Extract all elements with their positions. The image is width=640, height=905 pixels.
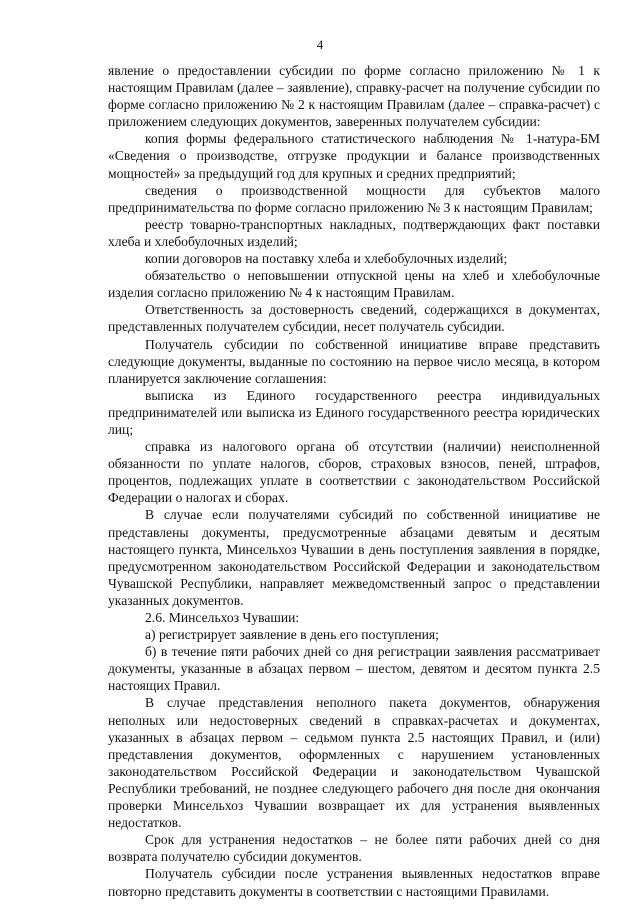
paragraph: Ответственность за достоверность сведений, содержащихся в документах, представленных получателем субсидии, несет получатель субсидии. <box>108 302 600 335</box>
paragraph-list-item: обязательство о неповышении отпускной цены на хлеб и хлебобулочные изделия согласно приложению № 4 к настоящим Правилам. <box>108 268 600 301</box>
paragraph: Срок для устранения недостатков – не более пяти рабочих дней со дня возврата получателю субсидии документов. <box>108 832 600 865</box>
paragraph: Получатель субсидии по собственной инициативе вправе представить следующие документы, выданные по состоянию на первое число месяца, в котором планируется заключение соглашения: <box>108 336 600 386</box>
paragraph-list-item: копии договоров на поставку хлеба и хлебобулочных изделий; <box>145 251 508 267</box>
paragraph-list-item: реестр товарно-транспортных накладных, подтверждающих факт поставки хлеба и хлебобулочных изделий; <box>108 216 600 249</box>
paragraph-list-item: справка из налогового органа об отсутствии (наличии) неисполненной обязанности по уплате налогов, сборов, страховых взносов, пеней, штрафов, процентов, подлежащих уплате в соответствии с законодательством Российской Федерации о налогах и сборах. <box>108 439 600 506</box>
paragraph: В случае если получателями субсидий по собственной инициативе не представлены документы, предусмотренные абзацами девятым и десятым настоящего пункта, Минсельхоз Чувашии в день поступления заявления в порядке, предусмотренном законодательством Российской Федерации и законодательством Чувашской Республики, направляет межведомственный запрос о представлении указанных документов. <box>108 507 600 608</box>
page-number: 4 <box>316 37 324 52</box>
paragraph: Получатель субсидии после устранения выявленных недостатков вправе повторно представить документы в соответствии с настоящими Правилами. <box>108 866 600 899</box>
paragraph-list-item: выписка из Единого государственного реестра индивидуальных предпринимателей или выписка из Единого государственного реестра юридических лиц; <box>108 387 600 437</box>
section-heading: 2.6. Минсельхоз Чувашии: <box>145 610 300 625</box>
paragraph-list-item: а) регистрирует заявление в день его поступления; <box>145 627 439 643</box>
paragraph-continuation: явление о предоставлении субсидии по форме согласно приложению № 1 к настоящим Правилам (далее – заявление), справку-расчет на получение субсидии по форме согласно приложению № 2 к настоящим Правилам (далее – справка-расчет) с приложением следующих документов, заверенных получателем субсидии: <box>108 63 600 130</box>
paragraph: В случае представления неполного пакета документов, обнаружения неполных или недостоверных сведений в справках-расчетах и документах, указанных в абзацах первом – седьмом пункта 2.5 настоящих Правил, и (или) представления документов, оформленных с нарушением установленных законодательством Российской Федерации и законодательством Чувашской Республики требований, не позднее следующего рабочего дня после дня окончания проверки Минсельхоз Чувашии возвращает их для устранения выявленных недостатков. <box>108 695 600 831</box>
body-text <box>108 62 600 900</box>
paragraph-list-item: сведения о производственной мощности для субъектов малого предпринимательства по форме согласно приложению № 3 к настоящим Правилам; <box>108 182 600 215</box>
paragraph-list-item: б) в течение пяти рабочих дней со дня регистрации заявления рассматривает документы, указанные в абзацах первом – шестом, девятом и десятом пункта 2.5 настоящих Правил. <box>108 644 600 694</box>
paragraph-list-item: копия формы федерального статистического наблюдения № 1-натура-БМ «Сведения о производстве, отгрузке продукции и балансе производственных мощностей» за предыдущий год для крупных и средних предприятий; <box>108 131 600 181</box>
